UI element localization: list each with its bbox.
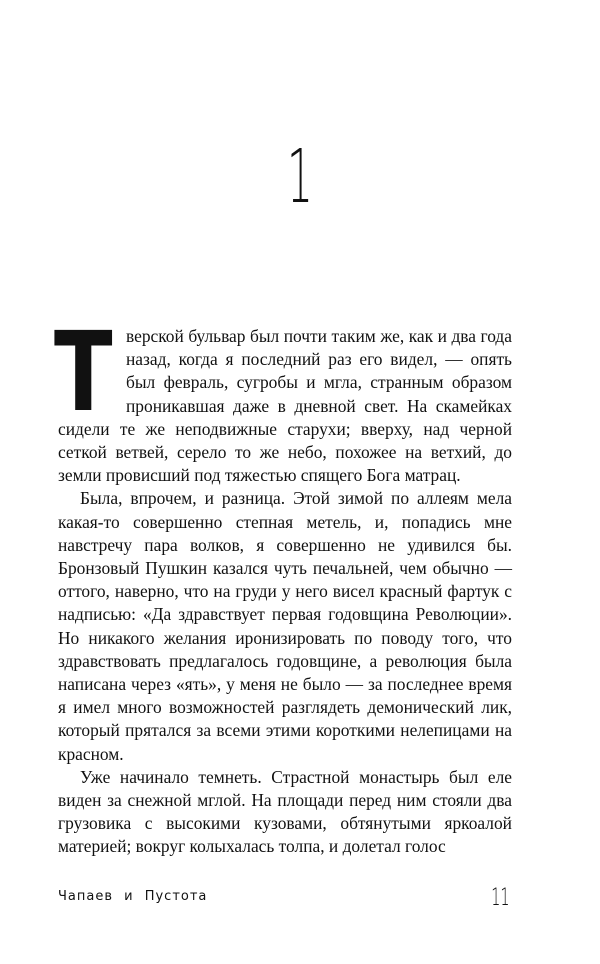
running-footer bbox=[58, 883, 512, 913]
page-number: 11 bbox=[491, 883, 510, 911]
paragraph-1-text: верской бульвар был почти таким же, как и два года назад, когда я последний раз его видел, — опять был февраль, сугробы и мгла, странным образом проникавшая даже в дневной свет. На скамейках сидели те же неподвижные старухи; вверху, над черной сеткой ветвей, серело то же небо, похожее на ветхий, до земли провисший под тяжестью спящего Бога матрац. bbox=[58, 326, 512, 486]
body-text bbox=[54, 308, 512, 859]
chapter-number: 1 bbox=[287, 134, 313, 220]
drop-cap: Т bbox=[54, 308, 113, 436]
paragraph-3: Уже начинало темнеть. Страстной монастырь был еле виден за снежной мглой. На площади перед ним стояли два грузовика с высокими кузовами, обтянутыми яркоалой материей; вокруг колыхалась толпа, и долетал голос bbox=[58, 766, 512, 857]
paragraph-2: Была, впрочем, и разница. Этой зимой по аллеям мела какая-то совершенно степная метель, и, попадись мне навстречу пара волков, я совершенно не удивился бы. Бронзовый Пушкин казался чуть печальней, чем обычно — оттого, наверно, что на груди у него висел красный фартук с надписью: «Да здравствует первая годовщина Революции». Но никакого желания иронизировать по поводу того, что здравствовать предлагалось годовщине, а революция была написана через «ять», у меня не было — за последнее время я имел много возможностей разглядеть демонический лик, который прятался за всеми этими короткими нелепицами на красном. bbox=[58, 488, 512, 764]
paragraph-1 bbox=[54, 308, 512, 487]
book-title: Чапаев и Пустота bbox=[58, 889, 208, 904]
